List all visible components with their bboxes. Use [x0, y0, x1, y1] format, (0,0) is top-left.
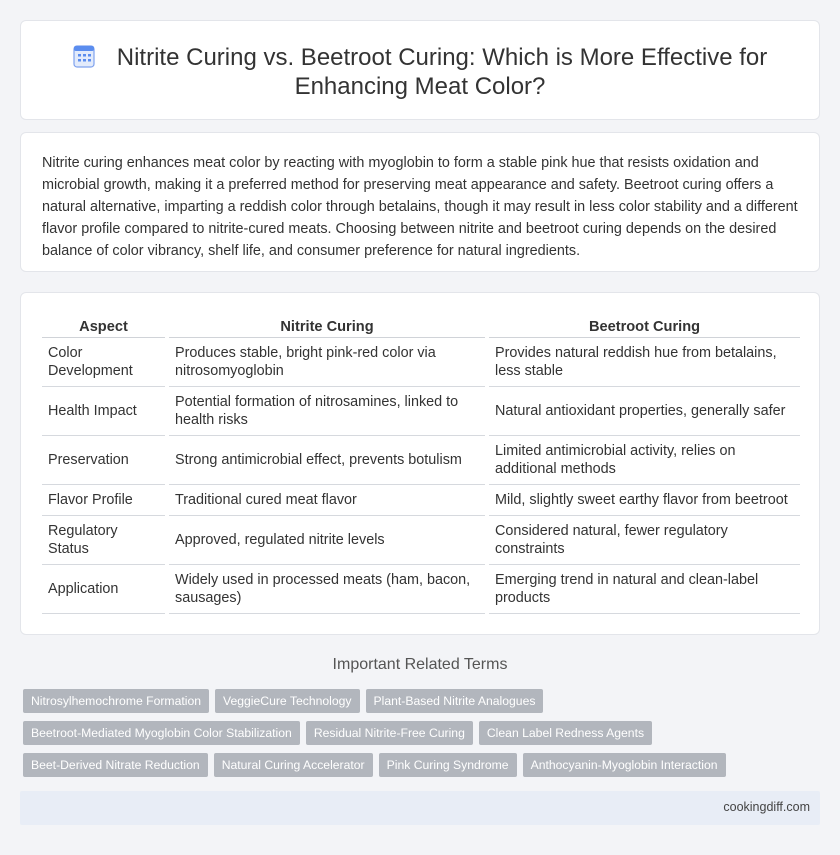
- related-term-tag[interactable]: Plant-Based Nitrite Analogues: [366, 689, 544, 713]
- row-nitrite: Produces stable, bright pink-red color via nitrosomyoglobin: [167, 338, 487, 387]
- page-title: [21, 43, 819, 72]
- table-row: [42, 565, 800, 614]
- header-beetroot: Beetroot Curing: [487, 317, 800, 338]
- row-nitrite: Strong antimicrobial effect, prevents botulism: [167, 436, 487, 485]
- comparison-table: [42, 317, 800, 614]
- related-terms-title: Important Related Terms: [332, 656, 508, 673]
- tag-row: [23, 689, 823, 713]
- row-aspect: Color Development: [42, 338, 167, 387]
- header-aspect: Aspect: [42, 317, 167, 338]
- row-beetroot: Emerging trend in natural and clean-label products: [487, 565, 800, 614]
- row-nitrite: Potential formation of nitrosamines, linked to health risks: [167, 387, 487, 436]
- document-list-icon: [73, 44, 95, 68]
- comparison-card: [20, 292, 820, 635]
- table-row: [42, 516, 800, 565]
- header-card: [20, 20, 820, 120]
- row-beetroot: Considered natural, fewer regulatory constraints: [487, 516, 800, 565]
- related-term-tag[interactable]: Beetroot-Mediated Myoglobin Color Stabilization: [23, 721, 300, 745]
- row-beetroot: Natural antioxidant properties, generally safer: [487, 387, 800, 436]
- related-terms-list: [23, 689, 823, 785]
- related-term-tag[interactable]: Anthocyanin-Myoglobin Interaction: [523, 753, 726, 777]
- header-nitrite: Nitrite Curing: [167, 317, 487, 338]
- row-nitrite: Traditional cured meat flavor: [167, 485, 487, 516]
- row-aspect: Flavor Profile: [42, 485, 167, 516]
- title-line-1: Nitrite Curing vs. Beetroot Curing: Which is More Effective for: [116, 44, 768, 71]
- footer: [20, 791, 820, 825]
- table-row: [42, 436, 800, 485]
- related-term-tag[interactable]: Clean Label Redness Agents: [479, 721, 652, 745]
- related-term-tag[interactable]: VeggieCure Technology: [215, 689, 360, 713]
- tag-row: [23, 721, 823, 745]
- row-aspect: Health Impact: [42, 387, 167, 436]
- related-term-tag[interactable]: Residual Nitrite-Free Curing: [306, 721, 473, 745]
- table-row: [42, 485, 800, 516]
- intro-card: [20, 132, 820, 272]
- related-term-tag[interactable]: Pink Curing Syndrome: [379, 753, 517, 777]
- row-nitrite: Widely used in processed meats (ham, bacon, sausages): [167, 565, 487, 614]
- intro-paragraph: Nitrite curing enhances meat color by reacting with myoglobin to form a stable pink hue that resists oxidation and microbial growth, making it a preferred method for preserving meat appearance and safety. Beetroot curing offers a natural alternative, imparting a reddish color through betalains, though it may result in less color stability and a different flavor profile compared to nitrite-cured meats. Choosing between nitrite and beetroot curing depends on the desired balance of color vibrancy, shelf life, and consumer preference for natural ingredients.: [42, 155, 798, 259]
- table-header-row: [42, 317, 800, 338]
- related-term-tag[interactable]: Nitrosylhemochrome Formation: [23, 689, 209, 713]
- row-beetroot: Provides natural reddish hue from betalains, less stable: [487, 338, 800, 387]
- row-aspect: Application: [42, 565, 167, 614]
- table-row: [42, 387, 800, 436]
- row-beetroot: Limited antimicrobial activity, relies on additional methods: [487, 436, 800, 485]
- related-term-tag[interactable]: Natural Curing Accelerator: [214, 753, 373, 777]
- tag-row: [23, 753, 823, 777]
- row-beetroot: Mild, slightly sweet earthy flavor from beetroot: [487, 485, 800, 516]
- table-row: [42, 338, 800, 387]
- row-aspect: Preservation: [42, 436, 167, 485]
- row-aspect: Regulatory Status: [42, 516, 167, 565]
- footer-source-link[interactable]: cookingdiff.com: [723, 800, 810, 814]
- row-nitrite: Approved, regulated nitrite levels: [167, 516, 487, 565]
- related-term-tag[interactable]: Beet-Derived Nitrate Reduction: [23, 753, 208, 777]
- page-header: [21, 43, 819, 101]
- title-line-2: Enhancing Meat Color?: [294, 73, 546, 100]
